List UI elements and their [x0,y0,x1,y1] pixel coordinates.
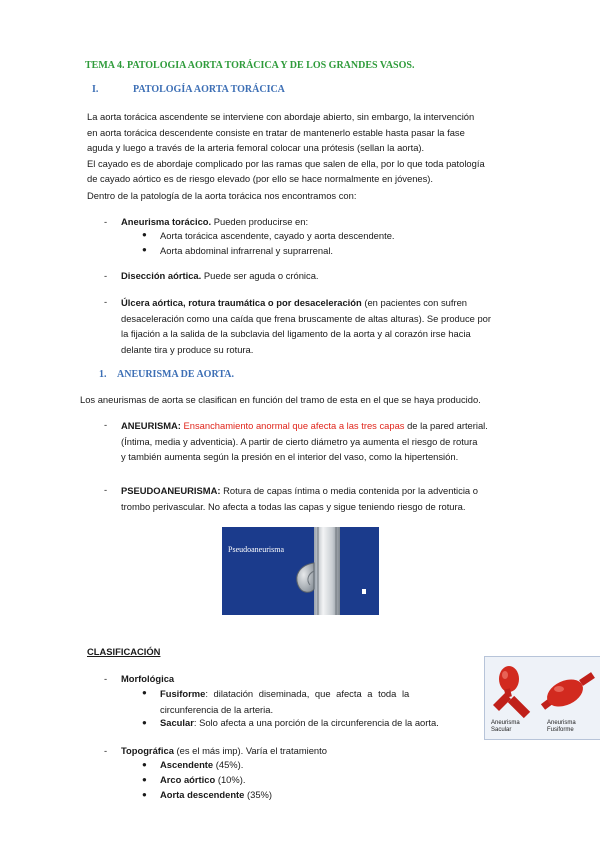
aneurysm-types-figure [484,656,600,740]
topo-value: (10%). [215,774,246,785]
item-text: Pueden producirse en: [211,216,309,227]
classification-intro: Los aneurismas de aorta se clasifican en función del tramo de esta en el que se haya producido. [80,394,481,405]
pseudoaneurysm-figure [222,527,379,615]
bullet-dot: ● [142,230,147,239]
list-item [121,270,319,281]
sacular-item [160,717,439,728]
item-text: desaceleración como una caída que frena bruscamente de altas alturas). Se produce por [121,312,492,324]
bullet-dot: ● [142,790,147,799]
definition-text: trombo perivascular. No afecta a todas las capas y sigue teniendo riesgo de rotura. [121,500,466,512]
section-number: I. [92,84,99,95]
subsection-number: 1. [99,369,107,380]
list-dash: - [104,270,108,281]
sacular-caption: Aneurisma Sacular [491,720,520,733]
sub-item: Aorta abdominal infrarrenal y suprarrenal. [160,245,334,256]
topo-label: Arco aórtico [160,774,216,785]
paragraph-line: aguda y luego a través de la arteria femoral colocar una prótesis (sellan la aorta). [87,142,425,153]
topo-value: (35%) [244,789,273,800]
definition-text: Rotura de capas íntima o media contenida por la adventicia o [220,485,478,496]
bullet-dot: ● [142,775,147,784]
fusiform-text: : dilatación diseminada, que afecta a toda la [205,688,410,699]
fusiform-caption: Aneurisma Fusiforme [547,720,576,733]
list-item [121,295,491,357]
item-text: delante tira y produce su rotura. [121,343,254,355]
item-text: Puede ser aguda o crónica. [201,270,319,281]
item-bold: Aneurisma torácico. [121,216,212,227]
topo-label: Aorta descendente [160,789,245,800]
paragraph-line: de cayado aórtico es de riesgo elevado (por ello se hace normalmente en jóvenes). [87,173,434,184]
topographic-text: (es el más imp). Varía el tratamiento [173,745,327,756]
list-dash: - [104,484,108,495]
fusiform-label: Fusiforme [160,688,206,699]
bullet-dot: ● [142,245,147,254]
definition-aneurisma [121,418,488,465]
subsection-heading: ANEURISMA DE AORTA. [117,369,234,380]
intro-paragraph [87,109,485,187]
sub-item: Aorta torácica ascendente, cayado y aorta descendente. [160,230,395,241]
definition-text: (Íntima, media y adventicia). A partir de cierto diámetro ya aumenta el riesgo de rotura [121,435,478,447]
bullet-dot: ● [142,718,147,727]
topo-item [160,759,243,770]
figure-label: Pseudoaneurisma [228,545,284,554]
list-dash: - [104,296,108,307]
topo-item [160,774,245,785]
definition-text: de la pared arterial. [404,420,488,431]
topographic-label: Topográfica [121,745,174,756]
list-dash: - [104,216,108,227]
definition-text: y también aumenta según la presión en el interior del vaso, como la hipertensión. [121,451,459,462]
classification-heading: CLASIFICACIÓN [87,646,161,657]
bullet-dot: ● [142,688,147,697]
list-dash: - [104,745,108,756]
list-dash: - [104,673,108,684]
artery-illustration [222,527,379,615]
item-text: la fijación a la salida de la subclavia del ligamento de la aorta y al corazón irse hacia [121,328,471,339]
definition-label: PSEUDOANEURISMA: [121,485,221,496]
highlight-text: Ensanchamiento anormal que afecta a las tres capas [183,420,405,431]
item-bold: Úlcera aórtica, rotura traumática o por desaceleración [121,297,362,308]
paragraph-line: La aorta torácica ascendente se interviene con abordaje abierto, sin embargo, la intervención [87,111,475,122]
topo-label: Ascendente [160,759,214,770]
item-bold: Disección aórtica. [121,270,202,281]
item-text: (en pacientes con sufren [361,297,468,308]
intro-sentence: Dentro de la patología de la aorta torácica nos encontramos con: [87,190,357,201]
definition-pseudoaneurisma [121,483,478,514]
fusiform-item [160,686,420,717]
topo-item [160,789,272,800]
paragraph-line: El cayado es de abordaje complicado por las ramas que salen de ella, por lo que toda patología [87,157,485,169]
fusiform-text: circunferencia de la arteria. [160,703,274,715]
definition-label: ANEURISMA: [121,420,181,431]
morphologic-label: Morfológica [121,673,175,684]
list-dash: - [104,419,108,430]
topo-value: (45%). [213,759,244,770]
section-heading: PATOLOGÍA AORTA TORÁCICA [133,84,285,95]
topographic-item [121,745,327,756]
bullet-dot: ● [142,760,147,769]
sacular-label: Sacular [160,717,194,728]
sacular-text: : Solo afecta a una porción de la circunferencia de la aorta. [193,717,439,728]
document-title: TEMA 4. PATOLOGIA AORTA TORÁCICA Y DE LOS GRANDES VASOS. [85,60,415,71]
list-item [121,216,308,227]
paragraph-line: en aorta torácica descendente consiste en tratar de mantenerlo estable hasta pasar la fase [87,126,465,138]
